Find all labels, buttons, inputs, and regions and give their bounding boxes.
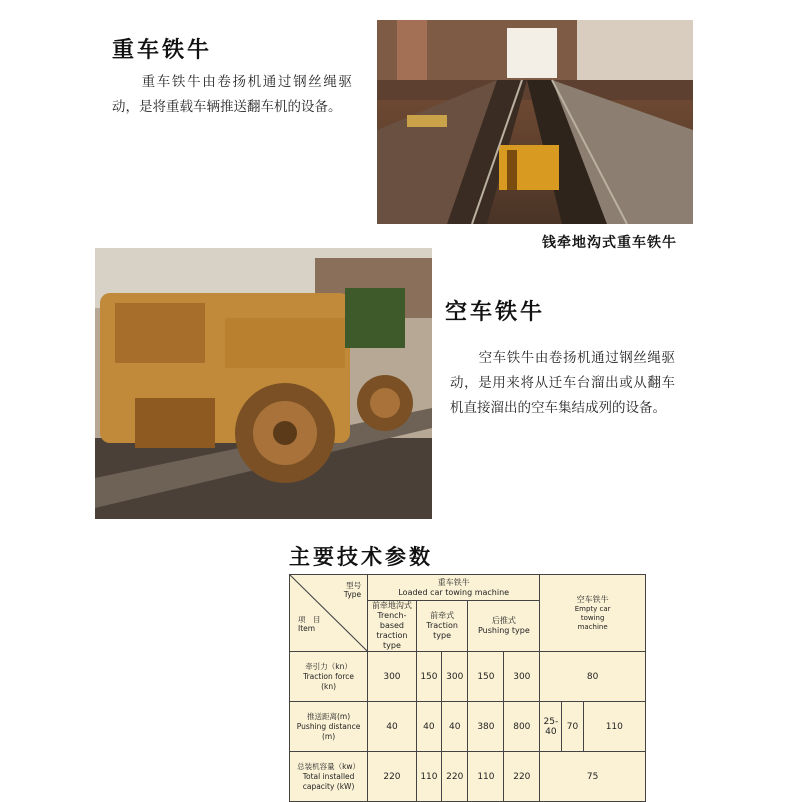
subheader-trench-en: Trench-based traction type	[376, 611, 408, 650]
heavy-description-text: 重车铁牛由卷扬机通过钢丝绳驱动，是将重载车辆推送翻车机的设备。	[112, 74, 352, 115]
table-cell: 300	[368, 652, 417, 702]
subheader-pushing-en: Pushing type	[477, 626, 530, 635]
table-cell: 80	[540, 652, 646, 702]
empty-title: 空车铁牛	[445, 300, 546, 325]
heavy-photo-caption: 钱牵地沟式重车铁牛	[542, 235, 677, 251]
loaded-header-cn: 重车铁牛	[437, 577, 470, 587]
empty-header-cn: 空车铁牛	[576, 594, 609, 604]
row-label	[290, 752, 368, 802]
heavy-description	[112, 70, 352, 120]
table-cell: 110	[416, 752, 441, 802]
heavy-title: 重车铁牛	[112, 38, 213, 63]
table-cell: 75	[540, 752, 646, 802]
table-cell: 110	[583, 702, 645, 752]
loaded-header	[368, 575, 540, 601]
table-cell: 150	[416, 652, 441, 702]
subheader-traction-cn: 前牵式	[430, 611, 455, 620]
table-cell: 300	[442, 652, 468, 702]
subheader-pushing-cn: 后推式	[491, 616, 516, 625]
row-label-en: Pushing distance (m)	[296, 721, 361, 741]
table-cell: 220	[442, 752, 468, 802]
table-cell: 150	[468, 652, 504, 702]
heavy-photo	[377, 20, 693, 224]
table-cell: 110	[468, 752, 504, 802]
subheader-pushing	[468, 601, 540, 652]
table-cell: 220	[368, 752, 417, 802]
table-cell: 70	[562, 702, 583, 752]
params-title: 主要技术参数	[289, 545, 433, 569]
row-label	[290, 702, 368, 752]
row-label-cn: 推送距离(m)	[306, 711, 351, 721]
row-label-en: Total installed capacity (kW)	[302, 771, 355, 791]
corner-type-cn: 型号	[346, 581, 362, 590]
empty-description-text: 空车铁牛由卷扬机通过钢丝绳驱动，是用来将从迁车台溜出或从翻车机直接溜出的空车集结成列的设备。	[450, 350, 675, 416]
table-cell: 300	[504, 652, 540, 702]
table-cell: 220	[504, 752, 540, 802]
empty-header-en: Empty car towing machine	[574, 604, 611, 631]
table-corner-cell	[290, 575, 368, 652]
table-row	[290, 652, 646, 702]
subheader-traction	[416, 601, 468, 652]
table-cell: 40	[416, 702, 441, 752]
row-label-cn: 牵引力（kn）	[305, 661, 352, 671]
table-cell: 25-40	[540, 702, 562, 752]
subheader-trench-cn: 前牵地沟式	[371, 601, 412, 610]
params-table	[289, 574, 646, 802]
table-row	[290, 702, 646, 752]
table-cell: 800	[504, 702, 540, 752]
subheader-traction-en: Traction type	[426, 621, 458, 640]
row-label-en: Traction force (kn)	[303, 671, 355, 691]
table-cell: 40	[442, 702, 468, 752]
row-label-cn: 总装机容量（kw）	[297, 761, 361, 771]
empty-description	[450, 346, 675, 421]
subheader-trench	[368, 601, 417, 652]
table-cell: 40	[368, 702, 417, 752]
table-cell: 380	[468, 702, 504, 752]
loaded-header-en: Loaded car towing machine	[398, 587, 510, 597]
corner-item-cn: 项 目	[298, 615, 321, 624]
empty-header	[540, 575, 646, 652]
corner-item-en: Item	[298, 624, 316, 633]
empty-photo	[95, 248, 432, 519]
table-row	[290, 752, 646, 802]
row-label	[290, 652, 368, 702]
corner-type-en: Type	[343, 590, 362, 599]
